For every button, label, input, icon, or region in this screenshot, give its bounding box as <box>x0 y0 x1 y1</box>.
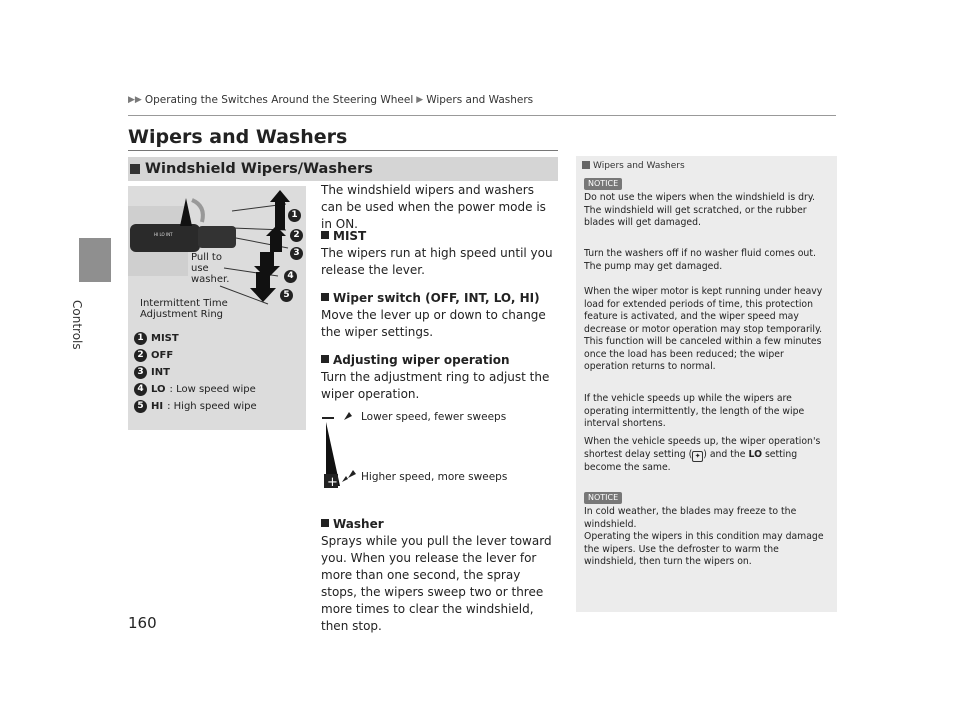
title-divider <box>128 150 558 151</box>
mist-section <box>321 228 559 279</box>
adjust-section <box>321 352 559 403</box>
switch-section <box>321 290 559 341</box>
callout-2: 2 <box>290 229 303 242</box>
adjustment-ring-label: Intermittent Time Adjustment Ring <box>140 298 228 320</box>
square-icon <box>321 293 329 301</box>
callout-4: 4 <box>284 270 297 283</box>
speed-wedge-icon <box>318 408 358 488</box>
breadcrumb-arrow-icon: ▶ <box>416 95 424 105</box>
wiper-mist-icon: ✦ <box>692 451 703 462</box>
callout-5: 5 <box>280 289 293 302</box>
notice-text-2: In cold weather, the blades may freeze to the windshield. Operating the wipers in this condition may damage the wipers. Use the defroster to warm the windshield, then turn the wipers on. <box>584 506 824 567</box>
callout-1: 1 <box>288 209 301 222</box>
switch-text: Move the lever up or down to change the wiper settings. <box>321 308 546 339</box>
adjust-heading: Adjusting wiper operation <box>321 352 559 369</box>
section-header <box>128 157 558 181</box>
legend-item-off: 2 OFF <box>134 349 177 362</box>
breadcrumb-arrow-icon: ▶▶ <box>128 95 142 105</box>
washer-text: Sprays while you pull the lever toward you. When you release the lever for more than one second, the spray stops, the wipers sweep two or three more times to clear the windshield, then stop. <box>321 534 552 633</box>
breadcrumb-item-1[interactable]: Operating the Switches Around the Steering Wheel <box>144 94 414 106</box>
notice-badge-1: NOTICE <box>584 178 830 191</box>
switch-heading: Wiper switch (OFF, INT, LO, HI) <box>321 290 559 307</box>
lower-speed-label: Lower speed, fewer sweeps <box>361 411 507 423</box>
note-para-2: When the wiper motor is kept running under heavy load for extended periods of time, this protection feature is activated, and the wiper speed may decrease or motor operation may stop temporarily. This function will be canceled within a few minutes once the load has been reduced; the wiper operation returns to normal. <box>584 286 823 372</box>
notes-heading: Wipers and Washers <box>582 160 685 173</box>
section-square-icon <box>130 164 140 174</box>
note-para-1: Turn the washers off if no washer fluid comes out. The pump may get damaged. <box>584 248 816 272</box>
square-icon <box>321 519 329 527</box>
svg-text:HI LO INT: HI LO INT <box>154 232 173 237</box>
adjust-text: Turn the adjustment ring to adjust the wiper operation. <box>321 370 550 401</box>
sidebar-label: Controls <box>70 300 84 350</box>
breadcrumb-item-2[interactable]: Wipers and Washers <box>426 94 534 106</box>
callout-3: 3 <box>290 247 303 260</box>
intro-paragraph: The windshield wipers and washers can be used when the power mode is in ON. <box>321 183 546 231</box>
legend-item-hi: 5 HI : High speed wipe <box>134 400 257 413</box>
reference-icon <box>582 161 590 169</box>
note-para-3b: When the vehicle speeds up, the wiper operation's shortest delay setting ( ✦ ) and the LO setting become the same. <box>584 436 821 473</box>
legend-item-mist: 1 MIST <box>134 332 183 345</box>
notice-badge-2: NOTICE <box>584 492 830 505</box>
notes-box <box>576 156 837 612</box>
higher-speed-label: Higher speed, more sweeps <box>361 471 508 483</box>
section-title: Windshield Wipers/Washers <box>145 161 373 177</box>
washer-section <box>321 516 559 635</box>
header-divider <box>128 115 836 116</box>
legend-item-int: 3 INT <box>134 366 174 379</box>
pull-washer-label: Pull to use washer. <box>191 252 230 285</box>
page-title: Wipers and Washers <box>128 126 348 148</box>
legend-item-lo: 4 LO : Low speed wipe <box>134 383 256 396</box>
sidebar-tab <box>79 238 111 282</box>
mist-text: The wipers run at high speed until you release the lever. <box>321 246 553 277</box>
note-para-3a: If the vehicle speeds up while the wipers are operating intermittently, the length of the wipe interval shortens. <box>584 393 805 429</box>
svg-text:+: + <box>327 475 338 488</box>
breadcrumb <box>128 94 533 106</box>
square-icon <box>321 231 329 239</box>
washer-heading: Washer <box>321 516 559 533</box>
mist-heading: MIST <box>321 228 559 245</box>
square-icon <box>321 355 329 363</box>
notice-text-1: Do not use the wipers when the windshield is dry. The windshield will get scratched, or the rubber blades will get damaged. <box>584 192 816 228</box>
page-number: 160 <box>128 614 157 632</box>
